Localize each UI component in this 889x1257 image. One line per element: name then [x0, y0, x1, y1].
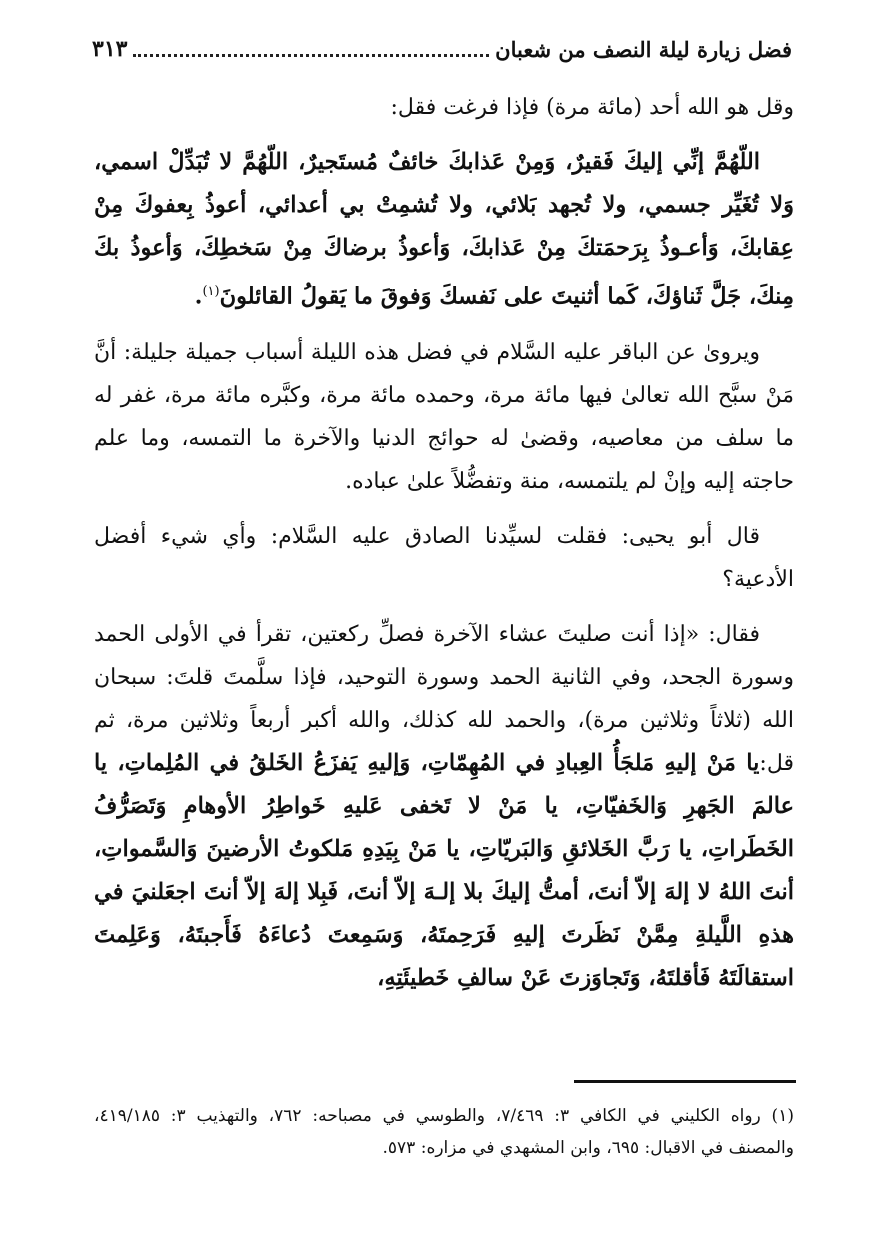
footnote-marker: (١) — [202, 284, 220, 299]
paragraph-prayer — [94, 141, 794, 319]
prayer-text: اللّهُمَّ إنِّي إليكَ فَقيرٌ، وَمِنْ عَذابكَ خائفٌ مُستَجيرٌ، اللّهُمَّ لا تُبَدِّلْ اسمي، وَلا تُغَيِّر جسمي، ولا تُجهد بَلائي، ولا تُشمِتْ بي أعدائي، أعوذُ بِعفوكَ مِنْ عِقابكَ، وَأعـوذُ بِرَحمَتكَ مِنْ عَذابكَ، وَأعوذُ برضاكَ مِنْ سَخطِكَ، وَأعوذُ بكَ مِنكَ، جَلَّ ثَناؤكَ، كَما أثنيتَ على نَفسكَ وَفوقَ ما يَقولُ القائلونَ — [94, 149, 794, 310]
footnotes — [94, 1100, 794, 1164]
paragraph-question: قال أبو يحيى: فقلت لسيِّدنا الصادق عليه السَّلام: وأي شيء أفضل الأدعية؟ — [94, 523, 794, 592]
answer-prayer: يا مَنْ إليهِ مَلجَأُ العِبادِ في المُهِمّاتِ، وَإليهِ يَفزَعُ الخَلقُ في المُلِماتِ، يا عالمَ الجَهرِ وَالخَفيّاتِ، يا مَنْ لا تَخفى عَليهِ خَواطِرُ الأوهامِ وَتَصَرُّفُ الخَطَراتِ، يا رَبَّ الخَلائقِ وَالبَريّاتِ، يا مَنْ بِيَدِهِ مَلكوتُ الأرضينَ وَالسَّمواتِ، أنتَ اللهُ لا إلهَ إلاّ أنتَ، أمتُّ إليكَ بلا إلـهَ إلاّ أنتَ، فَبِلا إلهَ إلاّ أنتَ اجعَلنيَ في هذهِ اللَّيلةِ مِمَّنْ نَظَرتَ إليهِ فَرَحِمتَهُ، وَسَمِعتَ دُعاءَهُ فَأَجبتَهُ، وَعَلِمتَ استقالَتَهُ فَأقلتَهُ، وَتَجاوَزتَ عَنْ سالفِ خَطيئَتِهِ، — [94, 749, 794, 991]
running-header — [92, 30, 792, 68]
chapter-title: فضل زيارة ليلة النصف من شعبان — [495, 36, 792, 62]
main-text — [94, 86, 794, 1000]
footnote-1: (١) رواه الكليني في الكافي ٣: ٧/٤٦٩، والطوسي في مصباحه: ٧٦٢، والتهذيب ٣: ٤١٩/١٨٥، والمصنف في الاقبال: ٦٩٥، وابن المشهدي في مزاره: ٥٧٣. — [94, 1106, 794, 1158]
page-number: ٣١٣ — [92, 36, 128, 62]
paragraph-instruction: وقل هو الله أحد (مائة مرة) فإذا فرغت فقل: — [390, 95, 794, 120]
paragraph-narration: ويروىٰ عن الباقر عليه السَّلام في فضل هذه الليلة أسباب جميلة جليلة: أنَّ مَنْ سبَّح الله تعالىٰ فيها مائة مرة، وحمده مائة مرة، وكبَّره مائة مرة، غفر له ما سلف من معاصيه، وقضىٰ له حوائج الدنيا والآخرة ما التمسه، وما علم حاجته إليه وإنْ لم يلتمسه، منة وتفضُّلاً علىٰ عباده. — [94, 339, 794, 494]
prayer-end: . — [194, 283, 203, 310]
footnote-divider — [574, 1080, 796, 1083]
answer-intro: فقال: «إذا أنت صليتَ عشاء الآخرة فصلِّ ركعتين، تقرأ في الأولى الحمد وسورة الجحد، وفي الثانية الحمد وسورة التوحيد، فإذا سلَّمتَ قلتَ: سبحان الله (ثلاثاً وثلاثين مرة)، والحمد لله كذلك، والله أكبر أربعاً وثلاثين مرة، ثم قل: — [94, 621, 794, 776]
paragraph-answer — [94, 613, 794, 1000]
leader-dots — [133, 54, 489, 57]
